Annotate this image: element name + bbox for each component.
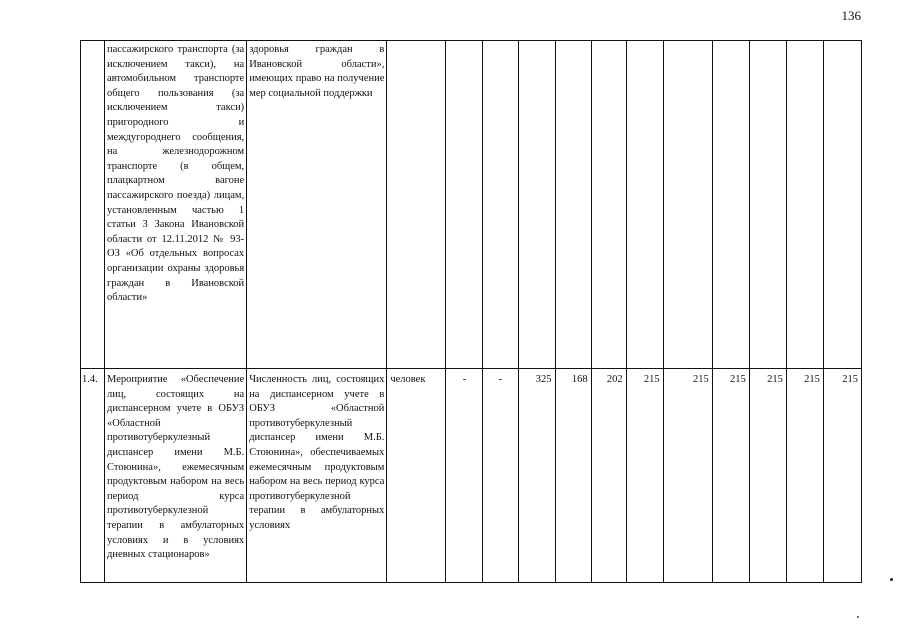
value-cell <box>483 41 518 369</box>
table-row <box>81 41 862 369</box>
unit-cell <box>387 41 446 369</box>
value-cell <box>823 41 861 369</box>
value-cell <box>786 41 823 369</box>
table-row <box>81 369 862 583</box>
value-cell: - <box>483 369 518 583</box>
value-cell: 215 <box>663 369 712 583</box>
unit-cell: человек <box>387 369 446 583</box>
value-cell: 215 <box>626 369 663 583</box>
measure-name: пассажирского транспорта (за исключением такси), на автомобильном транспорте общего пользования (за исключением такси) пригородного и междугороднего сообщения, на железнодорожном транспорте (в общем, плацкартном вагоне пассажирского поезда) лицам, установленным частью 1 статьи 3 Закона Ивановской области от 12.11.2012 № 93-ОЗ «Об отдельных вопросах организации охраны здоровья граждан в Ивановской области» <box>105 41 247 369</box>
indicator-name: здоровья граждан в Ивановской области», имеющих право на получение мер социальной поддержки <box>247 41 387 369</box>
value-cell <box>518 41 555 369</box>
value-cell: 202 <box>591 369 626 583</box>
page-number: 136 <box>841 8 861 23</box>
value-cell: 325 <box>518 369 555 583</box>
value-cell: 215 <box>786 369 823 583</box>
measure-name: Мероприятие «Обеспечение лиц, состоящих на диспансерном учете в ОБУЗ «Областной противотуберкулезный диспансер имени М.Б. Стоюнина», ежемесячным продуктовым набором на весь период курса противотуберкулезной терапии в амбулаторных условиях и в условиях дневных стационаров» <box>105 369 247 583</box>
value-cell <box>712 41 749 369</box>
value-cell <box>591 41 626 369</box>
value-cell: 215 <box>823 369 861 583</box>
value-cell: 215 <box>712 369 749 583</box>
value-cell: 168 <box>555 369 591 583</box>
value-cell <box>626 41 663 369</box>
row-index: 1.4. <box>81 369 105 583</box>
value-cell <box>663 41 712 369</box>
program-table <box>80 40 862 583</box>
scan-speck <box>890 578 893 581</box>
row-index <box>81 41 105 369</box>
value-cell <box>446 41 483 369</box>
value-cell <box>555 41 591 369</box>
scan-speck <box>857 616 859 618</box>
value-cell: - <box>446 369 483 583</box>
value-cell: 215 <box>749 369 786 583</box>
value-cell <box>749 41 786 369</box>
indicator-name: Численность лиц, состоящих на диспансерном учете в ОБУЗ «Областной противотуберкулезный диспансер имени М.Б. Стоюнина», обеспечиваемых ежемесячным продуктовым набором на весь период курса противотуберкулезной терапии в амбулаторных условиях <box>247 369 387 583</box>
